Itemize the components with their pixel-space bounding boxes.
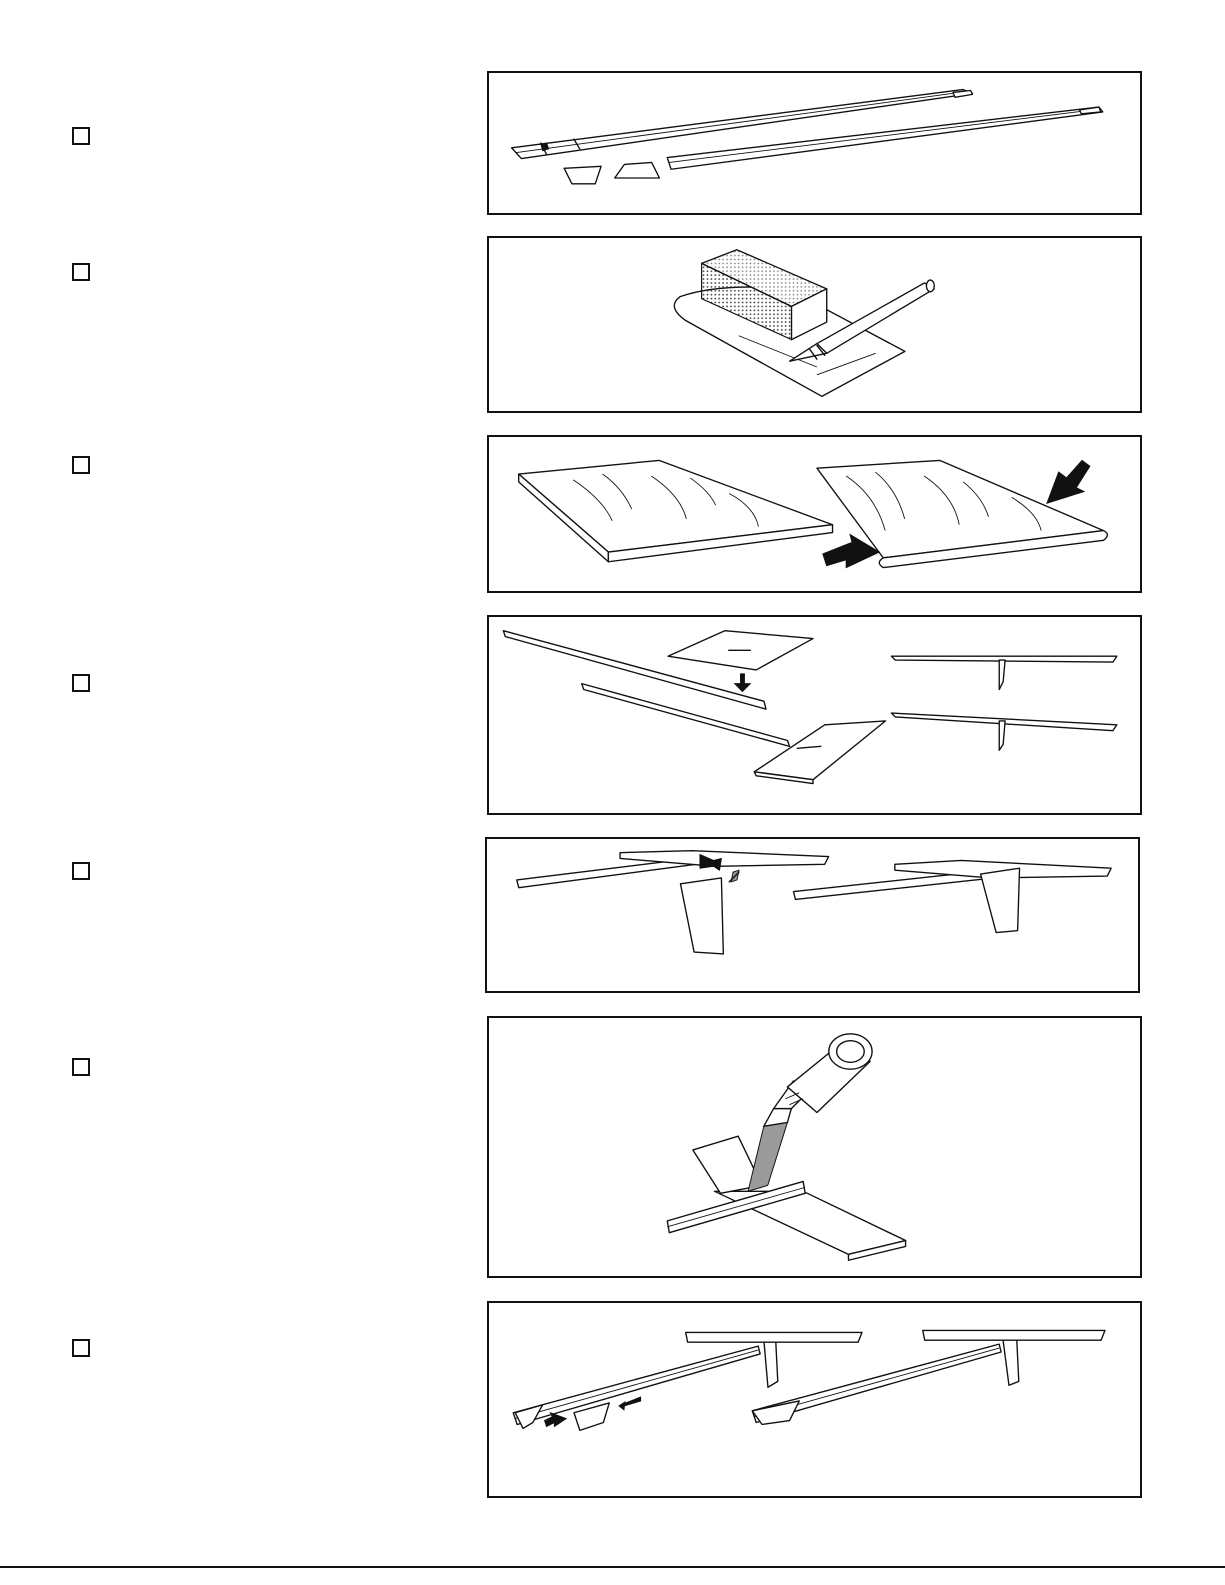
- nose-weight-illustration: [489, 1303, 1140, 1496]
- fin-attachment-illustration: [487, 839, 1138, 991]
- step-2-checkbox[interactable]: [72, 263, 90, 281]
- step-6-checkbox[interactable]: [72, 1058, 90, 1076]
- step-2-figure: [487, 236, 1142, 413]
- step-6-figure: [487, 1016, 1142, 1278]
- fuselage-sticks-illustration: [489, 73, 1140, 213]
- stabilizer-boom-illustration: [489, 617, 1140, 813]
- step-5-checkbox[interactable]: [72, 862, 90, 880]
- step-3-checkbox[interactable]: [72, 456, 90, 474]
- glue-application-illustration: [489, 1018, 1140, 1276]
- wing-panels-illustration: [489, 437, 1140, 591]
- step-7-figure: [487, 1301, 1142, 1498]
- step-4-checkbox[interactable]: [72, 674, 90, 692]
- step-7-checkbox[interactable]: [72, 1339, 90, 1357]
- step-1-checkbox[interactable]: [72, 127, 90, 145]
- sanding-tool-illustration: [489, 238, 1140, 411]
- step-3-figure: [487, 435, 1142, 593]
- step-1-figure: [487, 71, 1142, 215]
- footer-rule: [0, 1566, 1225, 1568]
- step-5-figure: [485, 837, 1140, 993]
- step-4-figure: [487, 615, 1142, 815]
